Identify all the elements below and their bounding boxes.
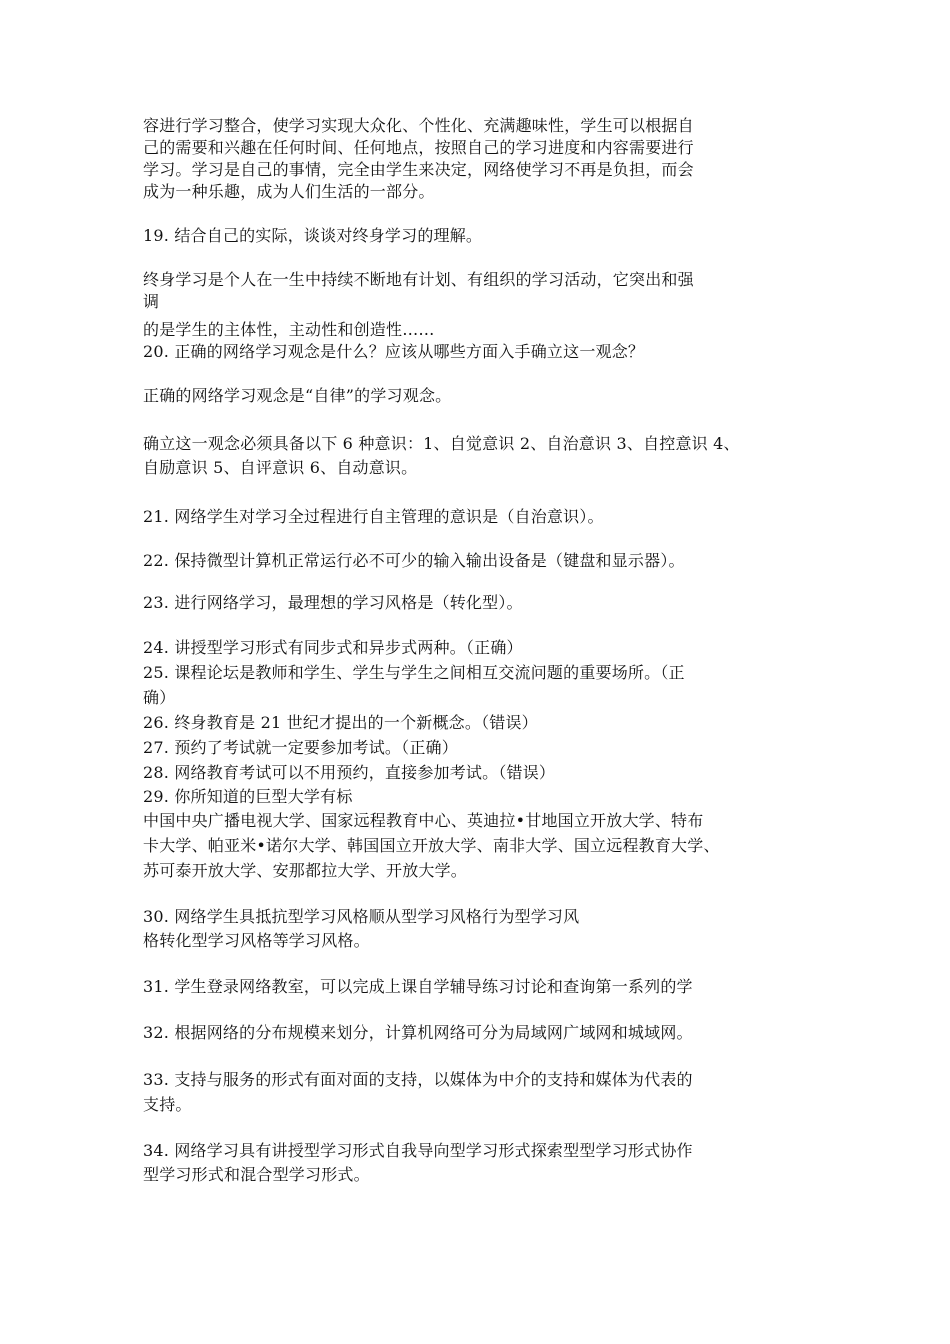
text-line: 确立这一观念必须具备以下 6 种意识：1、自觉意识 2、自治意识 3、自控意识 4、 xyxy=(143,434,740,453)
question-25: 25. 课程论坛是教师和学生、学生与学生之间相互交流问题的重要场所。（正 xyxy=(143,663,685,682)
question-33: 33. 支持与服务的形式有面对面的支持，以媒体为中介的支持和媒体为代表的 xyxy=(143,1070,693,1089)
text-line: 苏可泰开放大学、安那都拉大学、开放大学。 xyxy=(143,861,468,880)
question-21: 21. 网络学生对学习全过程进行自主管理的意识是（自治意识）。 xyxy=(143,507,604,526)
question-28: 28. 网络教育考试可以不用预约，直接参加考试。（错误） xyxy=(143,763,556,782)
text-line: 正确的网络学习观念是“自律”的学习观念。 xyxy=(143,386,452,405)
text-line: 型学习形式和混合型学习形式。 xyxy=(143,1165,370,1184)
question-32: 32. 根据网络的分布规模来划分，计算机网络可分为局域网广域网和城域网。 xyxy=(143,1023,693,1042)
text-line: 卡大学、帕亚米•诺尔大学、韩国国立开放大学、南非大学、国立远程教育大学、 xyxy=(143,836,720,855)
text-line: 终身学习是个人在一生中持续不断地有计划、有组织的学习活动，它突出和强 xyxy=(143,270,694,289)
question-23: 23. 进行网络学习，最理想的学习风格是（转化型）。 xyxy=(143,593,523,612)
text-line: 调 xyxy=(143,292,160,311)
text-line: 成为一种乐趣，成为人们生活的一部分。 xyxy=(143,182,435,201)
text-line: 容进行学习整合，使学习实现大众化、个性化、充满趣味性，学生可以根据自 xyxy=(143,116,694,135)
question-22: 22. 保持微型计算机正常运行必不可少的输入输出设备是（键盘和显示器）。 xyxy=(143,551,685,570)
question-20: 20. 正确的网络学习观念是什么？应该从哪些方面入手确立这一观念？ xyxy=(143,342,645,361)
text-line: 确） xyxy=(143,688,176,707)
text-line: 格转化型学习风格等学习风格。 xyxy=(143,931,370,950)
text-line: 的是学生的主体性，主动性和创造性…… xyxy=(143,320,435,339)
question-27: 27. 预约了考试就一定要参加考试。（正确） xyxy=(143,738,458,757)
question-34: 34. 网络学习具有讲授型学习形式自我导向型学习形式探索型型学习形式协作 xyxy=(143,1141,693,1160)
question-30: 30. 网络学生具抵抗型学习风格顺从型学习风格行为型学习风 xyxy=(143,907,580,926)
text-line: 自励意识 5、自评意识 6、自动意识。 xyxy=(143,458,418,477)
question-19: 19. 结合自己的实际，谈谈对终身学习的理解。 xyxy=(143,226,483,245)
text-line: 己的需要和兴趣在任何时间、任何地点，按照自己的学习进度和内容需要进行 xyxy=(143,138,694,157)
question-31: 31. 学生登录网络教室，可以完成上课自学辅导练习讨论和查询第一系列的学 xyxy=(143,977,693,996)
question-24: 24. 讲授型学习形式有同步式和异步式两种。（正确） xyxy=(143,638,523,657)
text-line: 支持。 xyxy=(143,1095,192,1114)
question-29: 29. 你所知道的巨型大学有标 xyxy=(143,787,353,806)
text-line: 中国中央广播电视大学、国家远程教育中心、英迪拉•甘地国立开放大学、特布 xyxy=(143,811,704,830)
question-26: 26. 终身教育是 21 世纪才提出的一个新概念。（错误） xyxy=(143,713,538,732)
text-line: 学习。学习是自己的事情，完全由学生来决定，网络使学习不再是负担，而会 xyxy=(143,160,694,179)
